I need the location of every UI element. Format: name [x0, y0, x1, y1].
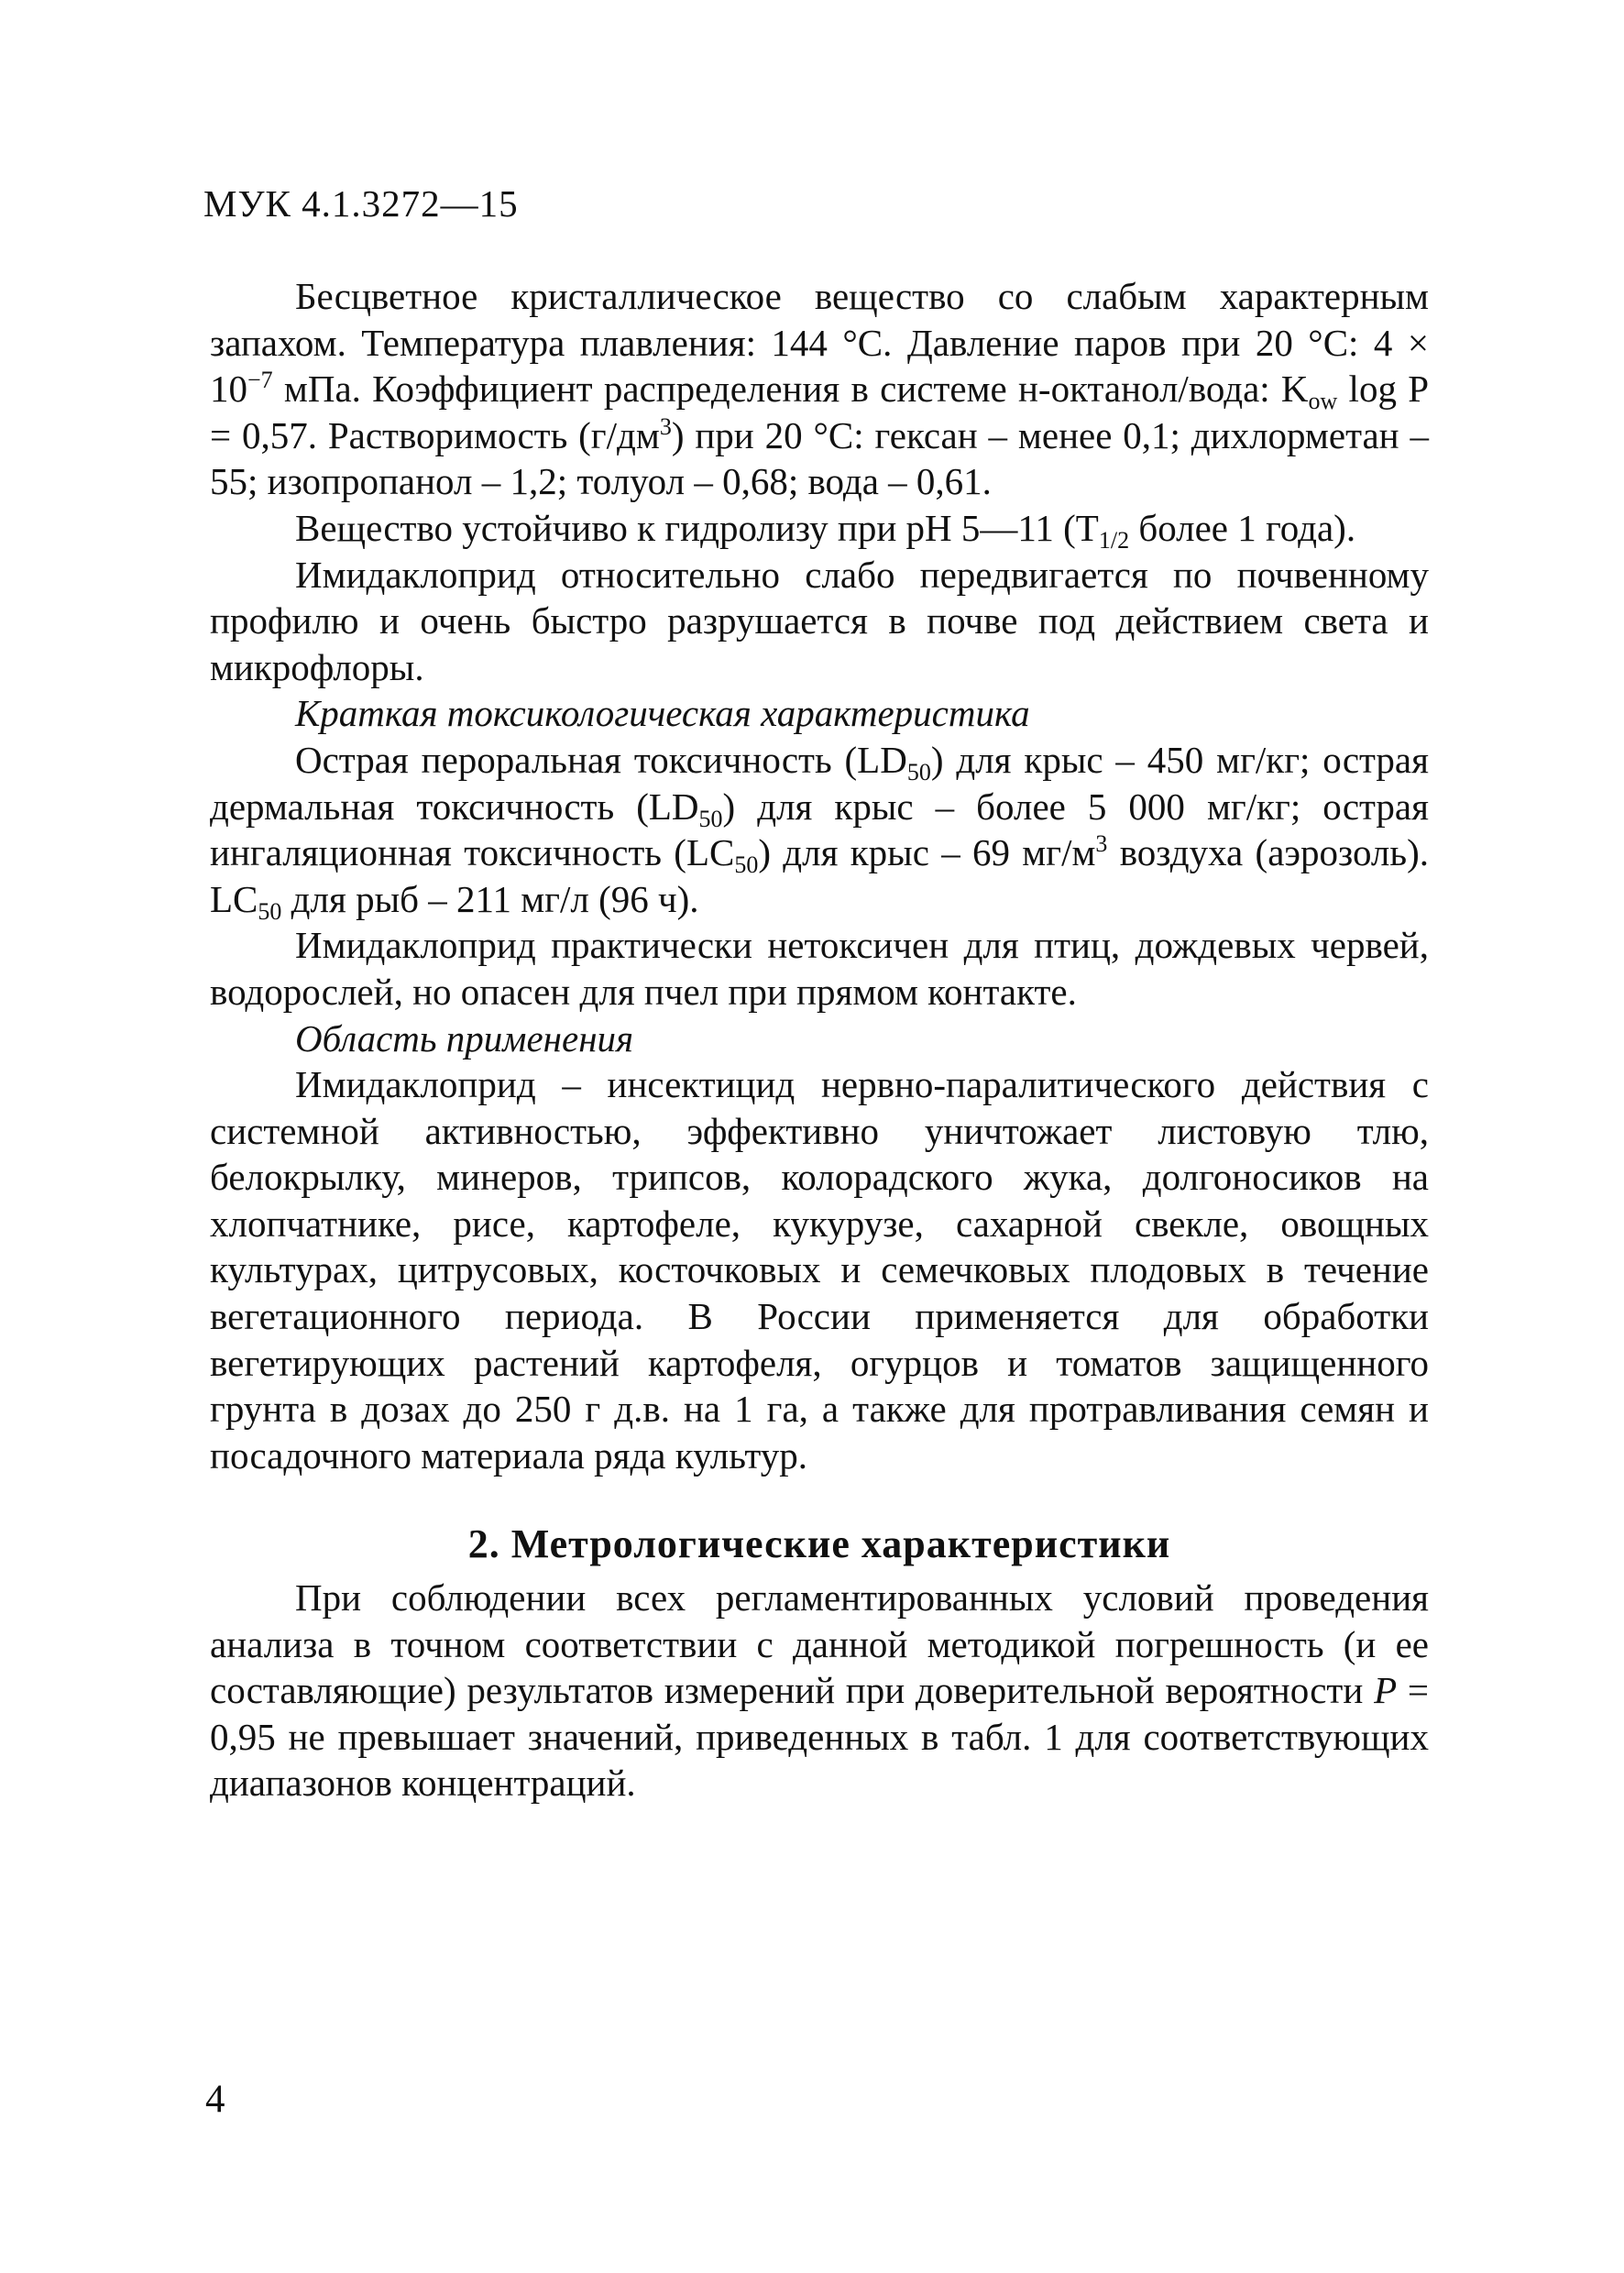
paragraph-hydrolysis: Вещество устойчиво к гидролизу при pH 5—11 ($T_{1/2}$ более 1 года).: [295, 506, 1356, 554]
paragraph-toxicity: Острая пероральная токсичность $(LD_{50})$ для крыс – 450 мг/кг; острая дермальная токсичность $(LD_{50})$ для крыс – более 5 000 мг/кг; острая ингаляционная токсичность $(LC_{50})$ для крыс – 69 $мг/м^3$ воздуха (аэрозоль). $LC_{50}$ для рыб – 211 мг/л (96 ч).: [210, 738, 1429, 925]
document-code: МУК 4.1.3272—15: [203, 182, 519, 225]
page-number: 4: [205, 2078, 225, 2121]
paragraph-properties: Бесцветное кристаллическое вещество со слабым характерным запахом. Температура плавления: 144 °С. Давление паров при 20 °С: $4 \times 10^{-7}$ мПа. Коэффициент распределения в системе н-октанол/вода: $K_{ow}$ log P = 0,57. Растворимость $(г/дм^3)$ при 20 °С: гексан – менее 0,1; дихлорметан – 55; изопропанол – 1,2; толуол – 0,68; вода – 0,61.: [210, 275, 1429, 503]
paragraph-nontoxic: Имидаклоприд практически нетоксичен для птиц, дождевых червей, водорослей, но опасен для пчел при прямом контакте.: [210, 924, 1429, 1013]
paragraph-application: Имидаклоприд – инсектицид нервно-паралитического действия с системной активностью, эффективно уничтожает листовую тлю, белокрылку, минеров, трипсов, колорадского жука, долгоносиков на хлопчатнике, рисе, картофеле, кукурузе, сахарной свекле, овощных культурах, цитрусовых, косточковых и семечковых плодовых в течение вегетационного периода. В России применяется для обработки вегетирующих растений картофеля, огурцов и томатов защищенного грунта в дозах до 250 г д.в. на 1 га, а также для протравливания семян и посадочного материала ряда культур.: [210, 1063, 1429, 1477]
subheading-toxicology: Краткая токсикологическая характеристика: [295, 692, 1030, 735]
section-heading-metrology: 2. Метрологические характеристики: [467, 1521, 1171, 1567]
page-body: [210, 273, 1429, 1806]
paragraph-metrology: При соблюдении всех регламентированных условий проведения анализа в точном соответствии с данной методикой погрешность (и ее составляющие) результатов измерений при доверительной вероятности P = 0,95 не превышает значений, приведенных в табл. 1 для соответствующих диапазонов концентраций.: [210, 1576, 1429, 1805]
subheading-application: Область применения: [295, 1016, 634, 1060]
paragraph-soil: Имидаклоприд относительно слабо передвигается по почвенному профилю и очень быстро разрушается в почве под действием света и микрофлоры.: [210, 553, 1429, 688]
